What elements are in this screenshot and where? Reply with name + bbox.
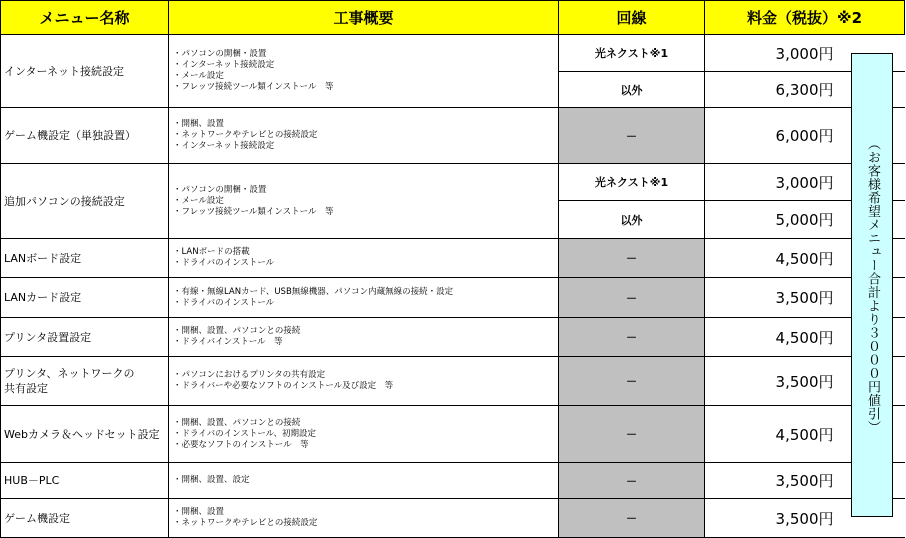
line-type: 以外: [559, 72, 705, 108]
menu-name: ゲーム機設定: [1, 499, 169, 538]
discount-note: [851, 53, 893, 517]
table-row: [1, 463, 905, 499]
table-row: [1, 108, 905, 164]
table-row: [1, 35, 905, 72]
menu-name: LANカード設定: [1, 278, 169, 318]
work-summary: ・パソコンの開梱・設置 ・メール設定 ・フレッツ接続ツール類インストール 等: [169, 164, 559, 239]
work-summary: ・LANボードの搭載 ・ドライバのインストール: [169, 239, 559, 278]
fee-value: 6,000円: [705, 108, 905, 164]
fee-value: 4,500円: [705, 318, 905, 357]
menu-name: Webカメラ＆ヘッドセット設定: [1, 406, 169, 463]
menu-name: プリンタ設置設定: [1, 318, 169, 357]
line-type: 光ネクスト※1: [559, 35, 705, 72]
fee-value: 3,500円: [705, 357, 905, 406]
line-type: －: [559, 406, 705, 463]
fee-value: 3,000円: [705, 164, 905, 201]
menu-name: 追加パソコンの接続設定: [1, 164, 169, 239]
line-type: －: [559, 318, 705, 357]
table-row: [1, 406, 905, 463]
work-summary: ・開梱、設置 ・ネットワークやテレビとの接続設定 ・インターネット接続設定: [169, 108, 559, 164]
menu-name: ゲーム機設定（単独設置）: [1, 108, 169, 164]
line-type: －: [559, 278, 705, 318]
header-menu: メニュー名称: [1, 1, 169, 35]
fee-value: 4,500円: [705, 239, 905, 278]
table-row: [1, 278, 905, 318]
work-summary: ・開梱、設置、パソコンとの接続 ・ドライバインストール 等: [169, 318, 559, 357]
work-summary: ・開梱、設置、パソコンとの接続 ・ドライバのインストール、初期設定 ・必要なソフトのインストール 等: [169, 406, 559, 463]
table-row: [1, 318, 905, 357]
table-row: [1, 499, 905, 538]
fee-value: 3,000円: [705, 35, 905, 72]
work-summary: ・パソコンの開梱・設置 ・インターネット接続設定 ・メール設定 ・フレッツ接続ツール類インストール 等: [169, 35, 559, 108]
work-summary: ・有線・無線LANカード、USB無線機器、パソコン内蔵無線の接続・設定 ・ドライバのインストール: [169, 278, 559, 318]
header-desc: 工事概要: [169, 1, 559, 35]
fee-value: 3,500円: [705, 463, 905, 499]
line-type: －: [559, 239, 705, 278]
line-type: －: [559, 108, 705, 164]
header-line: 回線: [559, 1, 705, 35]
table-row: [1, 357, 905, 406]
fee-value: 3,500円: [705, 278, 905, 318]
fee-value: 3,500円: [705, 499, 905, 538]
work-summary: ・開梱、設置、設定: [169, 463, 559, 499]
fee-value: 5,000円: [705, 201, 905, 239]
header-row: [1, 1, 905, 35]
work-summary: ・パソコンにおけるプリンタの共有設定 ・ドライバーや必要なソフトのインストール及び設定 等: [169, 357, 559, 406]
line-type: －: [559, 357, 705, 406]
menu-name: インターネット接続設定: [1, 35, 169, 108]
fee-value: 6,300円: [705, 72, 905, 108]
fee-value: 4,500円: [705, 406, 905, 463]
menu-name: HUB－PLC: [1, 463, 169, 499]
menu-name: プリンタ、ネットワークの 共有設定: [1, 357, 169, 406]
menu-name: LANボード設定: [1, 239, 169, 278]
table-row: [1, 239, 905, 278]
line-type: －: [559, 499, 705, 538]
discount-note-text: （お客様希望メニュー合計より３０００円値引）: [865, 136, 880, 434]
header-fee: 料金（税抜）※2: [705, 1, 905, 35]
table-row: [1, 164, 905, 201]
line-type: 以外: [559, 201, 705, 239]
line-type: －: [559, 463, 705, 499]
work-summary: ・開梱、設置 ・ネットワークやテレビとの接続設定: [169, 499, 559, 538]
line-type: 光ネクスト※1: [559, 164, 705, 201]
